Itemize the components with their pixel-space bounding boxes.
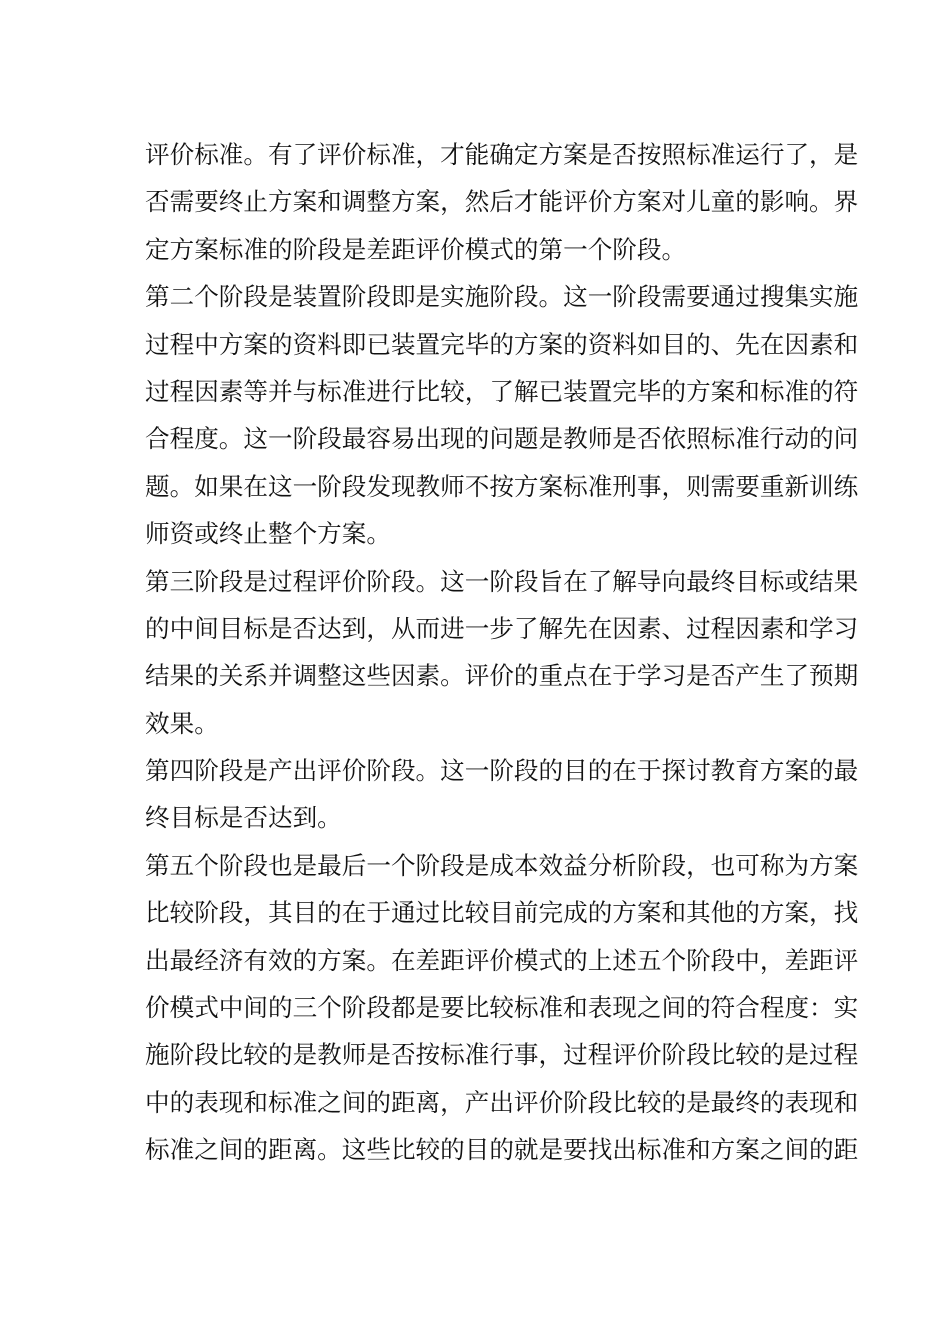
text-line: 定方案标准的阶段是差距评价模式的第一个阶段。 [145, 234, 687, 264]
text-line: 终目标是否达到。 [145, 803, 342, 833]
text-line: 出最经济有效的方案。在差距评价模式的上述五个阶段中，差距评 [145, 945, 859, 975]
text-line: 施阶段比较的是教师是否按标准行事，过程评价阶段比较的是过程 [145, 1040, 859, 1070]
text-line: 第二个阶段是装置阶段即是实施阶段。这一阶段需要通过搜集实施 [145, 282, 859, 312]
text-line: 中的表现和标准之间的距离，产出评价阶段比较的是最终的表现和 [145, 1087, 859, 1117]
text-line: 价模式中间的三个阶段都是要比较标准和表现之间的符合程度：实 [145, 993, 859, 1023]
body-text [145, 131, 859, 1174]
text-line: 结果的关系并调整这些因素。评价的重点在于学习是否产生了预期 [145, 661, 859, 691]
text-line: 评价标准。有了评价标准，才能确定方案是否按照标准运行了，是 [145, 140, 859, 169]
text-line: 第三阶段是过程评价阶段。这一阶段旨在了解导向最终目标或结果 [145, 566, 859, 596]
text-line: 标准之间的距离。这些比较的目的就是要找出标准和方案之间的距 [145, 1135, 859, 1165]
text-line: 合程度。这一阶段最容易出现的问题是教师是否依照标准行动的问 [145, 424, 859, 454]
text-line: 过程因素等并与标准进行比较，了解已装置完毕的方案和标准的符 [145, 376, 859, 406]
text-line: 题。如果在这一阶段发现教师不按方案标准刑事，则需要重新训练 [145, 471, 859, 501]
text-line: 师资或终止整个方案。 [145, 519, 391, 549]
text-line: 第四阶段是产出评价阶段。这一阶段的目的在于探讨教育方案的最 [145, 756, 859, 786]
text-line: 过程中方案的资料即已装置完毕的方案的资料如目的、先在因素和 [145, 329, 859, 359]
text-line: 效果。 [145, 708, 219, 738]
text-line: 否需要终止方案和调整方案，然后才能评价方案对儿童的影响。界 [145, 187, 859, 217]
text-line: 的中间目标是否达到，从而进一步了解先在因素、过程因素和学习 [145, 613, 859, 643]
text-line: 比较阶段，其目的在于通过比较目前完成的方案和其他的方案，找 [145, 898, 859, 928]
text-line: 第五个阶段也是最后一个阶段是成本效益分析阶段，也可称为方案 [145, 850, 859, 880]
